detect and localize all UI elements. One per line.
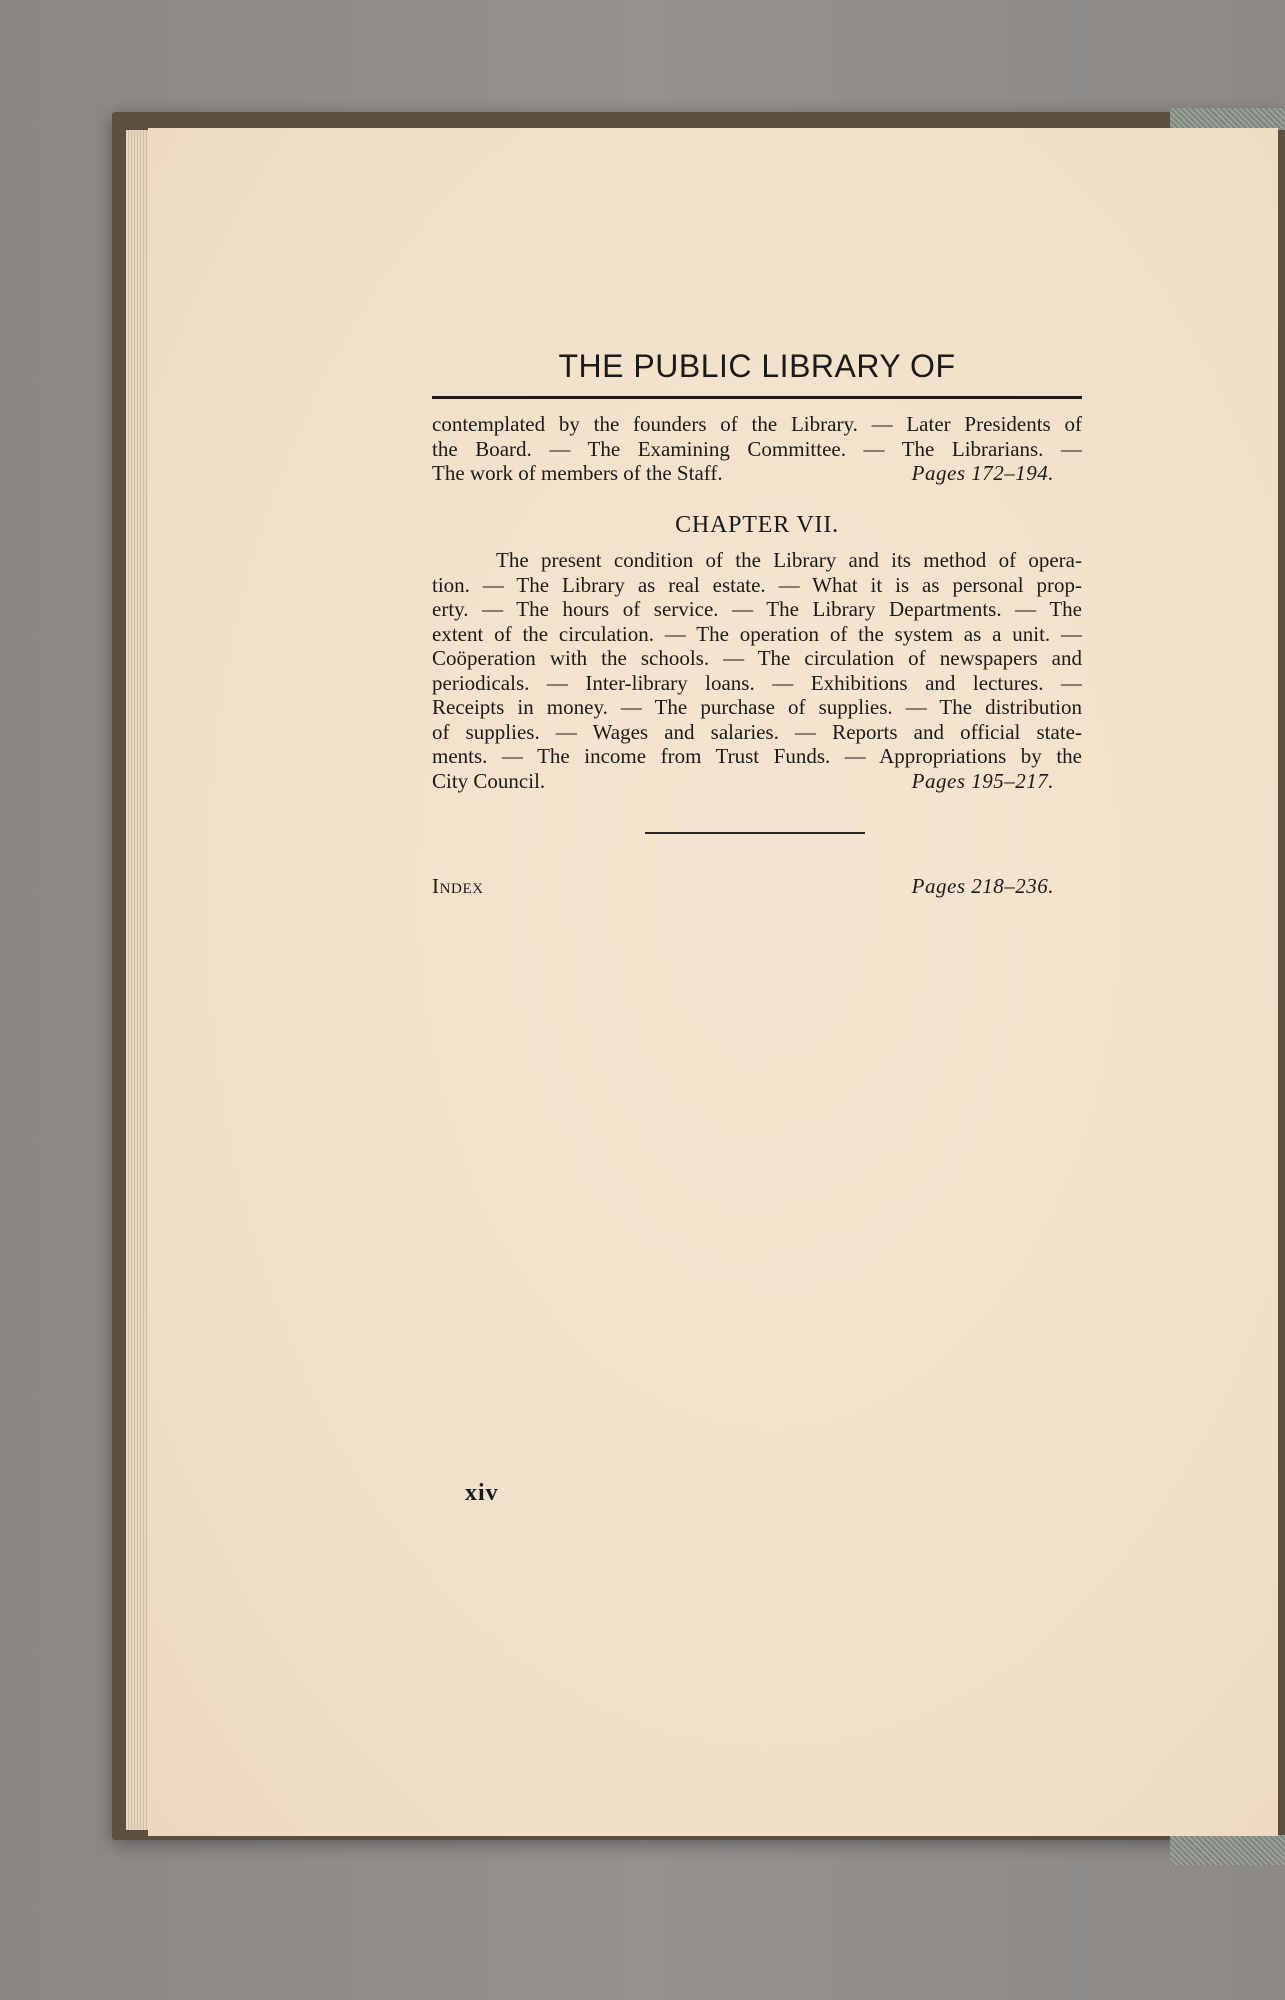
contents-line-text: City Council.	[432, 768, 546, 793]
head-rule	[432, 396, 1082, 399]
contents-last-line	[432, 461, 1082, 486]
chapter-contents-block	[432, 548, 1082, 793]
contents-line: The present condition of the Library and its method of opera-	[496, 548, 1082, 572]
contents-line: erty. — The hours of service. — The Library Departments. — The	[432, 597, 1082, 621]
page-range: Pages 218–236.	[911, 874, 1054, 898]
chapter-heading: CHAPTER VII.	[675, 512, 839, 538]
contents-line: the Board. — The Examining Committee. — The Librarians. —	[432, 436, 1082, 461]
contents-last-line	[432, 769, 1082, 794]
contents-line: tion. — The Library as real estate. — What it is as personal prop-	[432, 572, 1082, 597]
index-label: Index	[432, 874, 484, 898]
contents-line: periodicals. — Inter-library loans. — Exhibitions and lectures. —	[432, 670, 1082, 695]
page-number: xiv	[465, 1480, 499, 1506]
contents-line-text: The work of members of the Staff.	[432, 461, 723, 485]
spine-cloth-top	[1170, 108, 1285, 130]
index-entry	[432, 874, 1082, 899]
contents-line: extent of the circulation. — The operation of the system as a unit. —	[432, 621, 1082, 646]
contents-line: ments. — The income from Trust Funds. — Appropriations by the	[432, 744, 1082, 768]
spine-cloth-bottom	[1170, 1835, 1285, 1865]
running-head: THE PUBLIC LIBRARY OF	[558, 348, 956, 384]
contents-line: Coöperation with the schools. — The circulation of newspapers and	[432, 646, 1082, 670]
page-range: Pages 195–217.	[911, 768, 1054, 793]
section-divider	[645, 832, 865, 834]
page-range: Pages 172–194.	[911, 461, 1054, 485]
contents-line: Receipts in money. — The purchase of supplies. — The distribution	[432, 695, 1082, 719]
contents-line: of supplies. — Wages and salaries. — Reports and official state-	[432, 719, 1082, 744]
contents-line: contemplated by the founders of the Library. — Later Presidents of	[432, 412, 1082, 436]
continued-contents-block	[432, 412, 1082, 486]
